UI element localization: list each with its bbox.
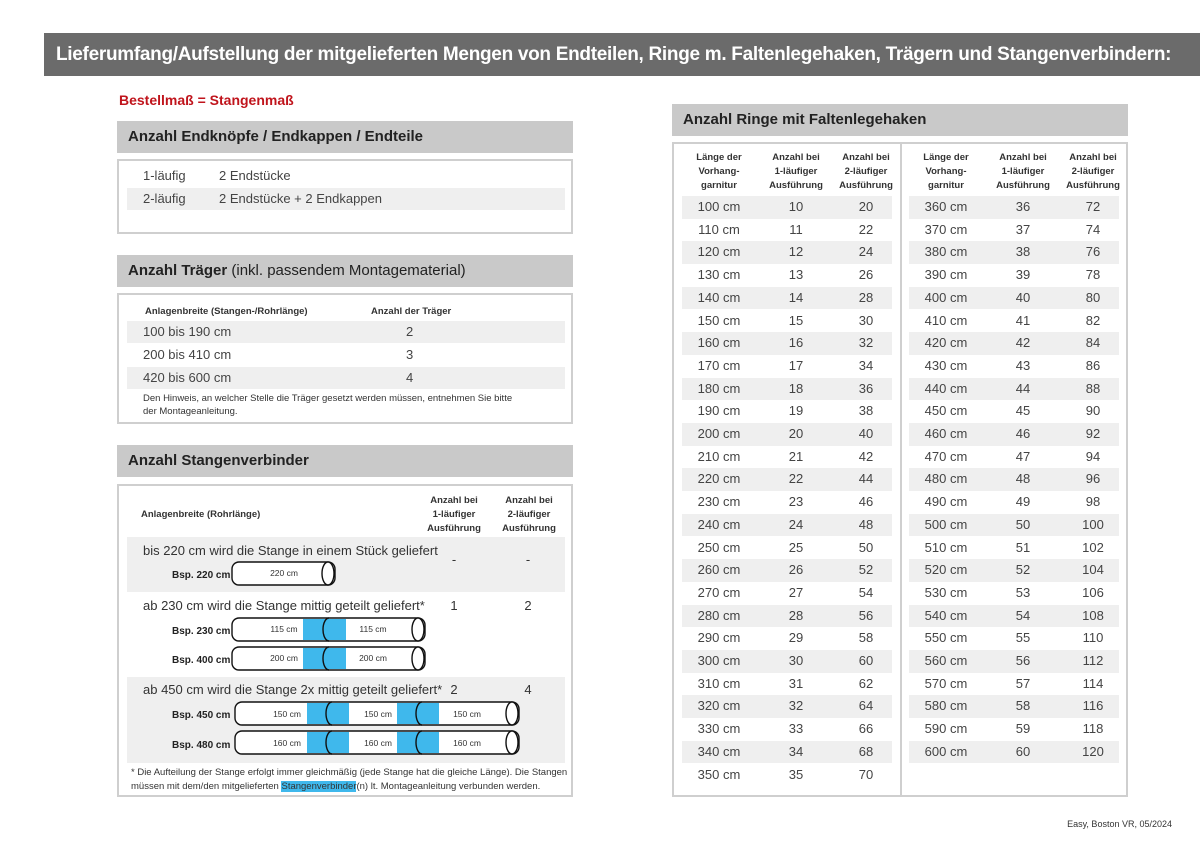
cell: 38 bbox=[858, 403, 874, 419]
cell: 56 bbox=[1015, 653, 1031, 668]
cell: 240 cm bbox=[697, 516, 741, 532]
value: 2 bbox=[524, 598, 532, 613]
cell: 300 cm bbox=[697, 653, 741, 668]
cell: 40 bbox=[858, 426, 874, 441]
part-length: 200 cm bbox=[359, 653, 387, 663]
cell: 98 bbox=[1085, 494, 1101, 510]
cell: 44 bbox=[1015, 380, 1031, 396]
table-row bbox=[682, 310, 892, 333]
cell: 94 bbox=[1085, 448, 1101, 464]
col-header bbox=[991, 151, 1055, 193]
col-header: Ausführung bbox=[502, 523, 556, 534]
cell: 38 bbox=[1015, 244, 1031, 260]
cell: 43 bbox=[1015, 357, 1031, 373]
cell: 80 bbox=[1085, 289, 1101, 305]
cell: 44 bbox=[858, 471, 874, 487]
heading-suffix: (inkl. passendem Montagematerial) bbox=[231, 262, 466, 279]
group-text: bis 220 cm wird die Stange in einem Stück geliefert bbox=[143, 543, 438, 558]
cell: 24 bbox=[858, 244, 874, 260]
col-header-line: Anzahl bei bbox=[772, 152, 820, 163]
cell: 290 cm bbox=[697, 630, 741, 646]
part-length: 200 cm bbox=[270, 653, 298, 663]
cell: 410 cm bbox=[924, 312, 968, 328]
cell: 57 bbox=[1015, 675, 1031, 691]
cell: 66 bbox=[858, 721, 874, 737]
cell: 33 bbox=[788, 721, 804, 737]
cell: 86 bbox=[1085, 357, 1101, 373]
cell: 2 Endstücke + 2 Endkappen bbox=[219, 191, 382, 206]
cell: 460 cm bbox=[924, 426, 968, 441]
table-row bbox=[682, 741, 892, 764]
col-header-line: Vorhang- bbox=[698, 166, 740, 177]
cell: 31 bbox=[788, 675, 804, 691]
table-row bbox=[682, 627, 892, 650]
cell: 540 cm bbox=[924, 607, 968, 623]
pipe-end bbox=[506, 731, 518, 754]
cell: 18 bbox=[788, 380, 804, 396]
cell: 150 cm bbox=[697, 312, 741, 328]
cell: 500 cm bbox=[924, 516, 968, 532]
table-row bbox=[682, 695, 892, 718]
cell: 3 bbox=[406, 347, 414, 362]
cell: 45 bbox=[1015, 403, 1031, 419]
cell: 600 cm bbox=[924, 743, 968, 759]
cell: 200 bis 410 cm bbox=[143, 347, 232, 362]
cell: 210 cm bbox=[697, 448, 741, 464]
cell: 130 cm bbox=[697, 267, 741, 283]
cell: 41 bbox=[1015, 312, 1031, 328]
col-header-line: 1-läufiger bbox=[774, 166, 818, 177]
example-label: Bsp. 220 cm bbox=[172, 570, 231, 581]
table-row bbox=[682, 559, 892, 582]
cell: 26 bbox=[788, 562, 804, 578]
cell: 27 bbox=[788, 584, 804, 600]
cell: 32 bbox=[788, 698, 804, 714]
footnote: * Die Aufteilung der Stange erfolgt immer gleichmäßig (jede Stange hat die gleiche Länge). Die Stangen bbox=[131, 767, 568, 778]
table-row bbox=[909, 537, 1119, 560]
part-length: 160 cm bbox=[364, 738, 392, 748]
table-row bbox=[682, 287, 892, 310]
cell: 82 bbox=[1085, 312, 1101, 328]
cell: 42 bbox=[1015, 335, 1031, 351]
cell: 48 bbox=[858, 516, 874, 532]
col-header-line: Ausführung bbox=[839, 180, 893, 191]
table-row bbox=[909, 446, 1119, 469]
cell: 48 bbox=[1015, 471, 1031, 487]
cell: 530 cm bbox=[924, 584, 968, 600]
cell: 10 bbox=[788, 199, 804, 214]
cell: 49 bbox=[1015, 494, 1031, 510]
ringe-box bbox=[672, 142, 1128, 797]
cell: 50 bbox=[858, 539, 874, 555]
table-row bbox=[909, 627, 1119, 650]
cell: 110 bbox=[1082, 630, 1104, 646]
cell: 34 bbox=[858, 357, 874, 373]
table-row bbox=[909, 287, 1119, 310]
verbinder-heading: Anzahl Stangenverbinder bbox=[117, 445, 573, 477]
footnote-highlight: Stangenverbinder bbox=[281, 781, 357, 792]
col-header-line: Vorhang- bbox=[925, 166, 967, 177]
cell: 320 cm bbox=[697, 698, 741, 714]
cell: 590 cm bbox=[924, 721, 968, 737]
cell: 70 bbox=[858, 766, 874, 782]
example-label: Bsp. 400 cm bbox=[172, 655, 231, 666]
col-header bbox=[1061, 151, 1125, 193]
cell: 250 cm bbox=[697, 539, 741, 555]
col-header: Anzahl bei bbox=[430, 495, 478, 506]
table-row bbox=[909, 241, 1119, 264]
endteile-heading: Anzahl Endknöpfe / Endkappen / Endteile bbox=[117, 121, 573, 153]
cell: 102 bbox=[1082, 539, 1104, 555]
cell: 46 bbox=[858, 494, 874, 510]
table-row bbox=[682, 468, 892, 491]
table-row bbox=[909, 650, 1119, 673]
col-header bbox=[834, 151, 898, 193]
col-header: Anlagenbreite (Stangen-/Rohrlänge) bbox=[145, 306, 308, 317]
footnote-text: (n) lt. Montageanleitung verbunden werden. bbox=[356, 781, 541, 792]
cell: 22 bbox=[788, 471, 804, 487]
cell: 330 cm bbox=[697, 721, 741, 737]
group-text: ab 450 cm wird die Stange 2x mittig geteilt geliefert* bbox=[143, 682, 443, 697]
note: der Montageanleitung. bbox=[143, 406, 238, 417]
col-header: Anzahl bei bbox=[505, 495, 553, 506]
cell: 42 bbox=[858, 448, 874, 464]
cell: 106 bbox=[1082, 584, 1104, 600]
table-row bbox=[682, 764, 892, 787]
table-row bbox=[682, 650, 892, 673]
cell: 74 bbox=[1085, 221, 1101, 237]
table-row bbox=[909, 219, 1119, 242]
cell: 39 bbox=[1015, 267, 1031, 283]
table-row bbox=[909, 468, 1119, 491]
pipe-end bbox=[322, 562, 334, 585]
cell: 170 cm bbox=[697, 357, 741, 373]
col-header: Anlagenbreite (Rohrlänge) bbox=[141, 509, 261, 520]
cell: 550 cm bbox=[924, 630, 968, 646]
value: - bbox=[451, 552, 457, 567]
pipe-end bbox=[412, 647, 424, 670]
col-header bbox=[909, 151, 983, 193]
heading-text: Anzahl Träger bbox=[128, 262, 228, 279]
cell: 310 cm bbox=[697, 675, 741, 691]
traeger-box bbox=[117, 293, 573, 424]
table-row bbox=[682, 400, 892, 423]
cell: 40 bbox=[1015, 289, 1031, 305]
cell: 160 cm bbox=[697, 335, 741, 351]
cell: 30 bbox=[788, 653, 804, 668]
col-header-line: garnitur bbox=[928, 180, 964, 191]
cell: 64 bbox=[858, 698, 874, 714]
cell: 4 bbox=[406, 370, 414, 385]
value: 4 bbox=[524, 682, 532, 697]
cell: 96 bbox=[1085, 471, 1101, 487]
cell: 114 bbox=[1082, 675, 1104, 691]
cell: 360 cm bbox=[924, 199, 968, 214]
cell: 15 bbox=[788, 312, 804, 328]
cell: 51 bbox=[1015, 539, 1031, 555]
part-length: 150 cm bbox=[453, 709, 481, 719]
part-length: 115 cm bbox=[270, 624, 298, 634]
cell: 36 bbox=[1015, 199, 1031, 214]
col-header-line: 2-läufiger bbox=[1071, 166, 1115, 177]
col-header bbox=[764, 151, 828, 193]
cell: 116 bbox=[1082, 698, 1104, 714]
cell: 470 cm bbox=[924, 448, 968, 464]
endteile-box bbox=[117, 159, 573, 234]
cell: 37 bbox=[1015, 221, 1031, 237]
col-header-line: garnitur bbox=[701, 180, 737, 191]
col-header-line: Ausführung bbox=[1066, 180, 1120, 191]
cell: 84 bbox=[1085, 335, 1101, 351]
cell: 22 bbox=[858, 221, 874, 237]
cell: 430 cm bbox=[924, 357, 968, 373]
table-row bbox=[909, 695, 1119, 718]
cell: 55 bbox=[1015, 630, 1031, 646]
cell: 52 bbox=[858, 562, 874, 578]
col-header-line: Anzahl bei bbox=[999, 152, 1047, 163]
cell: 350 cm bbox=[697, 766, 741, 782]
cell: 104 bbox=[1082, 562, 1104, 578]
example-label: Bsp. 480 cm bbox=[172, 740, 231, 751]
cell: 270 cm bbox=[697, 584, 741, 600]
part-length: 160 cm bbox=[273, 738, 301, 748]
cell: 24 bbox=[788, 516, 804, 532]
ringe-heading: Anzahl Ringe mit Faltenlegehaken bbox=[672, 104, 1128, 136]
cell: 29 bbox=[788, 630, 804, 646]
part-length: 220 cm bbox=[270, 568, 298, 578]
page-title: Lieferumfang/Aufstellung der mitgelieferten Mengen von Endteilen, Ringe m. Faltenlegehaken, Trägern und Stangenverbindern: bbox=[44, 33, 1200, 76]
table-row bbox=[682, 264, 892, 287]
cell: 570 cm bbox=[924, 675, 968, 691]
col-header-line: Ausführung bbox=[996, 180, 1050, 191]
cell: 35 bbox=[788, 766, 804, 782]
table-row bbox=[909, 559, 1119, 582]
col-header-line: 2-läufiger bbox=[844, 166, 888, 177]
cell: 260 cm bbox=[697, 562, 741, 578]
traeger-heading bbox=[117, 255, 573, 287]
cell: 100 bis 190 cm bbox=[143, 324, 232, 339]
cell: 36 bbox=[858, 380, 874, 396]
verbinder-box bbox=[117, 484, 573, 797]
cell: 100 cm bbox=[697, 199, 741, 214]
cell: 420 cm bbox=[924, 335, 968, 351]
table-row bbox=[909, 605, 1119, 628]
cell: 30 bbox=[858, 312, 874, 328]
cell: 14 bbox=[788, 289, 804, 305]
group-text: ab 230 cm wird die Stange mittig geteilt geliefert* bbox=[143, 598, 425, 613]
cell: 390 cm bbox=[924, 267, 968, 283]
cell: 20 bbox=[858, 199, 874, 214]
table-row bbox=[909, 378, 1119, 401]
cell: 230 cm bbox=[697, 494, 741, 510]
footnote-text: müssen mit dem/den mitgelieferten bbox=[131, 781, 282, 792]
cell: 100 bbox=[1082, 516, 1104, 532]
cell: 580 cm bbox=[924, 698, 968, 714]
table-row bbox=[682, 514, 892, 537]
cell: 54 bbox=[858, 584, 874, 600]
cell: 118 bbox=[1082, 721, 1104, 737]
cell: 60 bbox=[1015, 743, 1031, 759]
table-row bbox=[909, 718, 1119, 741]
part-length: 150 cm bbox=[364, 709, 392, 719]
example-label: Bsp. 450 cm bbox=[172, 710, 231, 721]
col-header-line: Länge der bbox=[696, 152, 742, 163]
cell: 2-läufig bbox=[143, 191, 186, 206]
table-row bbox=[909, 673, 1119, 696]
cell: 90 bbox=[1085, 403, 1101, 419]
col-header bbox=[682, 151, 756, 193]
table-row bbox=[682, 718, 892, 741]
value: - bbox=[525, 552, 531, 567]
col-header-line: 1-läufiger bbox=[1001, 166, 1045, 177]
cell: 21 bbox=[788, 448, 804, 464]
part-length: 160 cm bbox=[453, 738, 481, 748]
cell: 92 bbox=[1085, 426, 1101, 441]
cell: 54 bbox=[1015, 607, 1031, 623]
col-header: 2-läufiger bbox=[507, 509, 551, 520]
cell: 88 bbox=[1085, 380, 1101, 396]
pipe-diagrams bbox=[119, 486, 571, 795]
table-row bbox=[909, 423, 1119, 446]
col-header-line: Länge der bbox=[923, 152, 969, 163]
table-row bbox=[909, 332, 1119, 355]
table-row bbox=[909, 264, 1119, 287]
table-row bbox=[682, 491, 892, 514]
table-row bbox=[682, 378, 892, 401]
table-row bbox=[682, 241, 892, 264]
cell: 110 cm bbox=[698, 221, 740, 237]
cell: 28 bbox=[858, 289, 874, 305]
cell: 480 cm bbox=[924, 471, 968, 487]
table-row bbox=[682, 446, 892, 469]
cell: 16 bbox=[788, 335, 804, 351]
cell: 560 cm bbox=[924, 653, 968, 668]
cell: 19 bbox=[788, 403, 804, 419]
cell: 11 bbox=[789, 221, 803, 237]
table-row bbox=[909, 355, 1119, 378]
cell: 76 bbox=[1085, 244, 1101, 260]
footnote bbox=[131, 781, 540, 792]
table-row bbox=[682, 673, 892, 696]
cell: 510 cm bbox=[924, 539, 968, 555]
footer-text: Easy, Boston VR, 05/2024 bbox=[1067, 819, 1172, 829]
cell: 72 bbox=[1085, 199, 1101, 214]
cell: 50 bbox=[1015, 516, 1031, 532]
pipe-end bbox=[412, 618, 424, 641]
cell: 1-läufig bbox=[143, 168, 186, 183]
cell: 450 cm bbox=[924, 403, 968, 419]
cell: 370 cm bbox=[924, 221, 968, 237]
cell: 17 bbox=[788, 357, 804, 373]
cell: 60 bbox=[858, 653, 874, 668]
cell: 112 bbox=[1082, 653, 1104, 668]
cell: 68 bbox=[858, 743, 874, 759]
note: Den Hinweis, an welcher Stelle die Träger gesetzt werden müssen, entnehmen Sie bitte bbox=[143, 393, 513, 404]
col-header: Ausführung bbox=[427, 523, 481, 534]
cell: 120 bbox=[1082, 743, 1104, 759]
example-label: Bsp. 230 cm bbox=[172, 626, 231, 637]
table-row bbox=[909, 582, 1119, 605]
cell: 440 cm bbox=[924, 380, 968, 396]
value: 1 bbox=[450, 598, 458, 613]
table-row bbox=[909, 741, 1119, 764]
table-row bbox=[682, 582, 892, 605]
cell: 59 bbox=[1015, 721, 1031, 737]
cell: 520 cm bbox=[924, 562, 968, 578]
cell: 380 cm bbox=[924, 244, 968, 260]
cell: 190 cm bbox=[697, 403, 741, 419]
cell: 28 bbox=[788, 607, 804, 623]
col-header-line: Anzahl bei bbox=[842, 152, 890, 163]
col-header-line: Anzahl bei bbox=[1069, 152, 1117, 163]
cell: 25 bbox=[788, 539, 804, 555]
cell: 56 bbox=[858, 607, 874, 623]
table-row bbox=[682, 355, 892, 378]
cell: 140 cm bbox=[697, 289, 741, 305]
cell: 34 bbox=[788, 743, 804, 759]
value: 2 bbox=[450, 682, 458, 697]
table-row bbox=[682, 605, 892, 628]
table-row bbox=[682, 423, 892, 446]
cell: 180 cm bbox=[697, 380, 741, 396]
cell: 58 bbox=[858, 630, 874, 646]
cell: 58 bbox=[1015, 698, 1031, 714]
cell: 20 bbox=[788, 426, 804, 441]
cell: 120 cm bbox=[697, 244, 741, 260]
table-row bbox=[909, 196, 1119, 219]
table-row bbox=[909, 491, 1119, 514]
cell: 78 bbox=[1085, 267, 1101, 283]
table-row bbox=[682, 537, 892, 560]
cell: 280 cm bbox=[697, 607, 741, 623]
divider bbox=[900, 144, 902, 795]
part-length: 150 cm bbox=[273, 709, 301, 719]
table-row bbox=[682, 196, 892, 219]
cell: 220 cm bbox=[697, 471, 741, 487]
table-row bbox=[909, 514, 1119, 537]
col-header: Anzahl der Träger bbox=[371, 306, 452, 317]
order-note: Bestellmaß = Stangenmaß bbox=[119, 92, 294, 108]
cell: 53 bbox=[1015, 584, 1031, 600]
cell: 2 Endstücke bbox=[219, 168, 291, 183]
cell: 52 bbox=[1015, 562, 1031, 578]
cell: 23 bbox=[788, 494, 804, 510]
col-header-line: Ausführung bbox=[769, 180, 823, 191]
cell: 420 bis 600 cm bbox=[143, 370, 232, 385]
cell: 26 bbox=[858, 267, 874, 283]
col-header: 1-läufiger bbox=[432, 509, 476, 520]
cell: 46 bbox=[1015, 426, 1031, 441]
table-row bbox=[682, 219, 892, 242]
cell: 490 cm bbox=[924, 494, 968, 510]
cell: 400 cm bbox=[924, 289, 968, 305]
cell: 200 cm bbox=[697, 426, 741, 441]
cell: 108 bbox=[1082, 607, 1104, 623]
cell: 47 bbox=[1015, 448, 1031, 464]
cell: 13 bbox=[788, 267, 804, 283]
table-row bbox=[909, 400, 1119, 423]
cell: 12 bbox=[788, 244, 804, 260]
pipe-end bbox=[506, 702, 518, 725]
cell: 62 bbox=[858, 675, 874, 691]
cell: 2 bbox=[406, 324, 414, 339]
cell: 340 cm bbox=[697, 743, 741, 759]
part-length: 115 cm bbox=[359, 624, 387, 634]
table-row bbox=[682, 332, 892, 355]
table-row bbox=[909, 310, 1119, 333]
cell: 32 bbox=[858, 335, 874, 351]
